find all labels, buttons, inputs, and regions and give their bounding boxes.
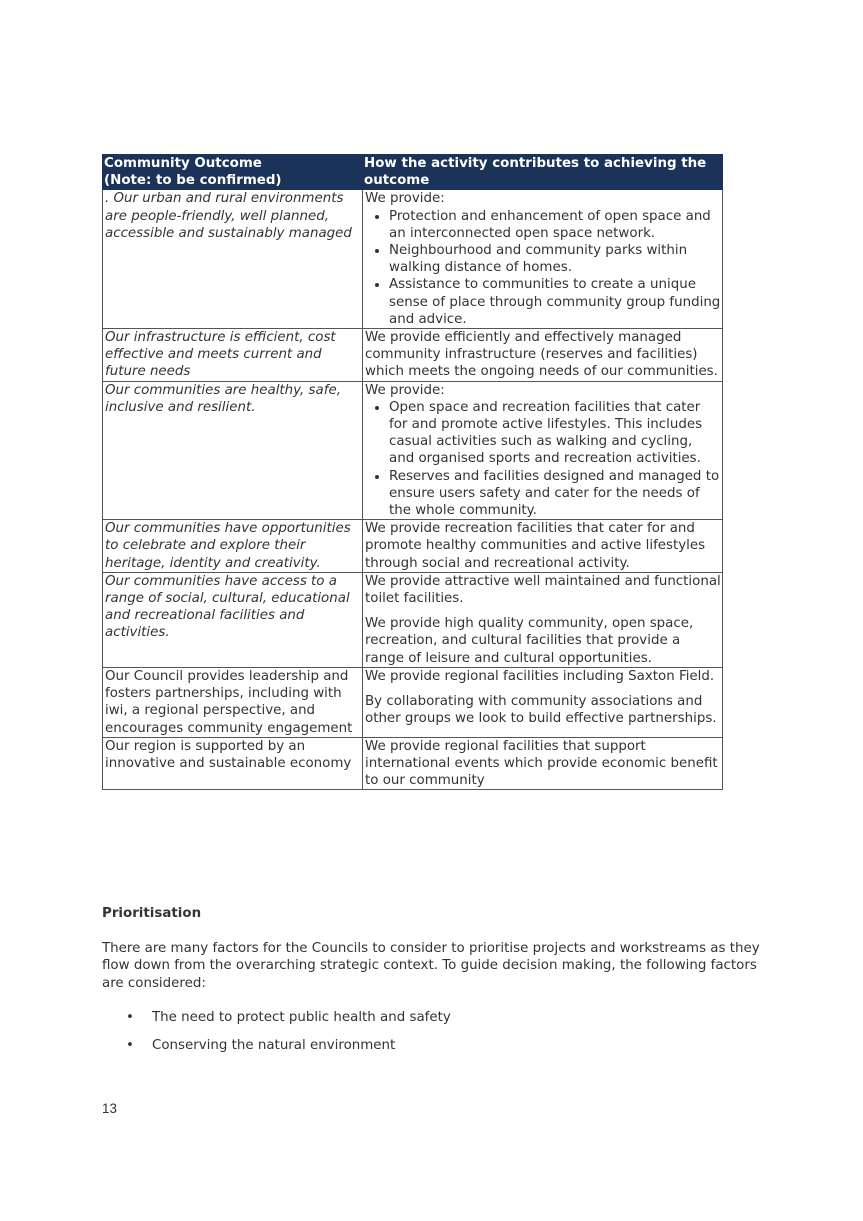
factor-list [102, 1009, 451, 1065]
section-heading: Prioritisation [102, 906, 202, 921]
header-col2-line2: outcome [364, 173, 430, 189]
contribution-cell [363, 190, 723, 329]
contribution-cell: We provide regional facilities that support international events which provide economic benefit to our community [363, 737, 723, 790]
table-header-row [103, 155, 723, 190]
contribution-paragraph: We provide attractive well maintained and functional toilet facilities. [365, 573, 721, 607]
list-item-text: Conserving the natural environment [152, 1038, 396, 1053]
contribution-bullet: • Open space and recreation facilities that cater for and promote active lifestyles. This includes casual activities such as walking and cycling, and organised sports and recreation activities. [389, 399, 721, 468]
outcome-cell: Our infrastructure is efficient, cost effective and meets current and future needs [103, 329, 363, 382]
outcome-cell: Our region is supported by an innovative and sustainable economy [103, 737, 363, 790]
outcome-cell: . Our urban and rural environments are people-friendly, well planned, accessible and sustainably managed [103, 190, 363, 329]
table-row [103, 667, 723, 737]
contribution-cell: We provide recreation facilities that cater for and promote healthy communities and active lifestyles through social and recreational activity. [363, 520, 723, 573]
contribution-bullet: • Assistance to communities to create a unique sense of place through community group funding and advice. [389, 276, 721, 328]
contribution-intro: We provide: [365, 191, 445, 207]
table-row [103, 381, 723, 520]
header-col1-line1: Community Outcome [104, 156, 262, 171]
contribution-bullet: • Reserves and facilities designed and managed to ensure users safety and cater for the needs of the whole community. [389, 468, 721, 520]
outcome-cell: Our communities have access to a range of social, cultural, educational and recreational facilities and activities. [103, 572, 363, 667]
contribution-intro: We provide: [365, 382, 445, 398]
section-paragraph: There are many factors for the Councils to consider to prioritise projects and workstreams as they flow down from the overarching strategic context. To guide decision making, the following factors are considered: [102, 941, 760, 991]
list-item-text: The need to protect public health and safety [152, 1010, 451, 1025]
outcome-cell: Our communities have opportunities to celebrate and explore their heritage, identity and creativity. [103, 520, 363, 573]
header-col1-line2: (Note: to be confirmed) [104, 173, 282, 189]
contribution-paragraph: We provide regional facilities including Saxton Field. [365, 668, 715, 684]
header-col2-line1: How the activity contributes to achieving the [364, 156, 707, 171]
header-activity-contribution [363, 155, 723, 190]
contribution-cell [363, 667, 723, 737]
contribution-bullets [365, 208, 721, 328]
header-community-outcome [103, 155, 363, 190]
outcome-cell: Our Council provides leadership and fosters partnerships, including with iwi, a regional perspective, and encourages community engagement [103, 667, 363, 737]
contribution-cell [363, 381, 723, 520]
list-item [102, 1009, 451, 1037]
contribution-paragraph: By collaborating with community associations and other groups we look to build effective partnerships. [365, 694, 717, 727]
bullet-icon: • [126, 1010, 134, 1025]
contribution-cell: We provide efficiently and effectively managed community infrastructure (reserves and facilities) which meets the ongoing needs of our communities. [363, 329, 723, 382]
page-number: 13 [102, 1101, 117, 1116]
table-row [103, 737, 723, 790]
contribution-bullet: • Protection and enhancement of open space and an interconnected open space network. [389, 208, 721, 242]
contribution-bullet: • Neighbourhood and community parks within walking distance of homes. [389, 242, 721, 276]
contribution-cell [363, 572, 723, 667]
table-row [103, 190, 723, 329]
outcome-cell: Our communities are healthy, safe, inclusive and resilient. [103, 381, 363, 520]
table-row [103, 572, 723, 667]
contribution-bullets [365, 399, 721, 519]
bullet-icon: • [126, 1038, 134, 1053]
table-row [103, 329, 723, 382]
contribution-paragraph: We provide high quality community, open space, recreation, and cultural facilities that provide a range of leisure and cultural opportunities. [365, 616, 694, 666]
list-item [102, 1037, 451, 1065]
community-outcomes-table [102, 154, 723, 790]
table-row [103, 520, 723, 573]
